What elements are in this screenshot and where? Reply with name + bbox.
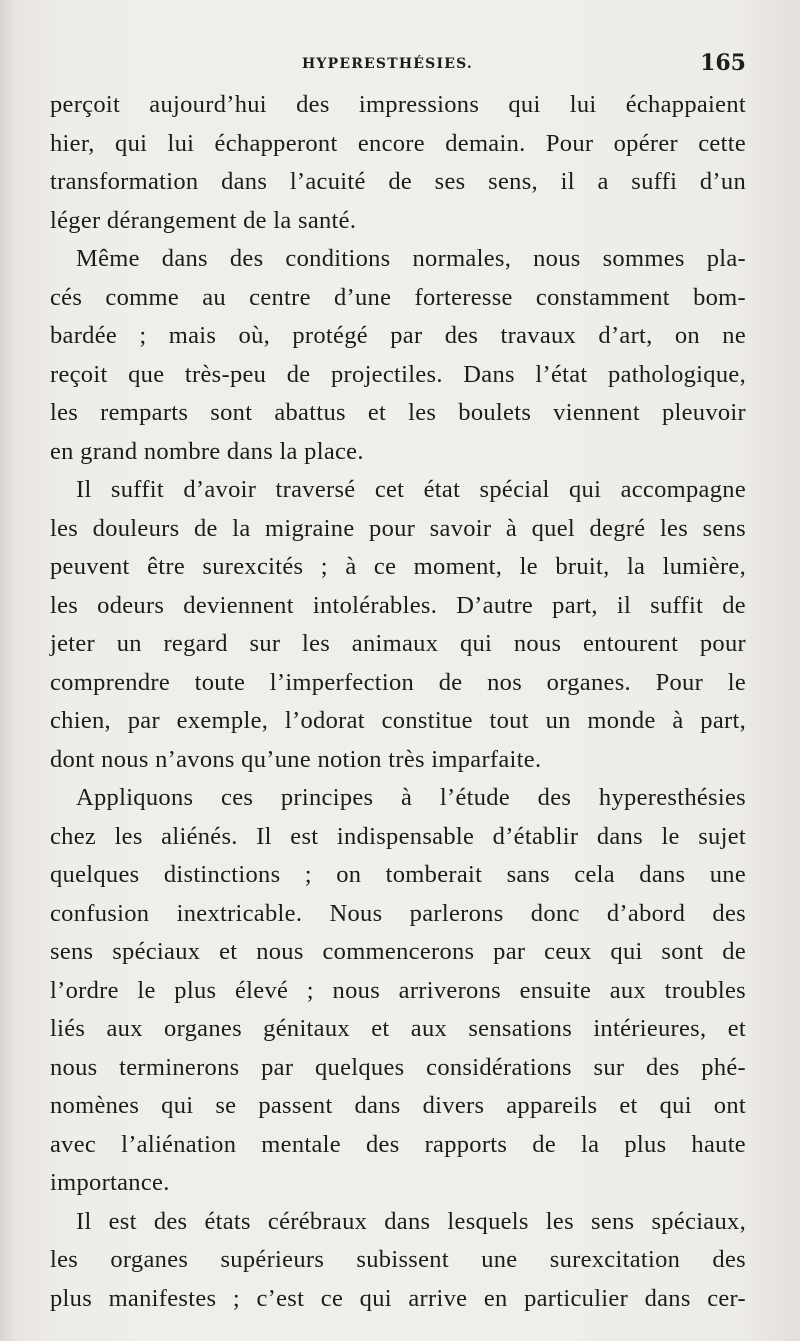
text-line: sens spéciaux et nous commencerons par ceux qui sont de	[50, 938, 746, 965]
text-line: nomènes qui se passent dans divers appareils et qui ont	[50, 1092, 746, 1119]
text-line: importance.	[50, 1169, 170, 1196]
paragraph-first-line: Il suffit d’avoir traversé cet état spécial qui accompagne	[76, 476, 746, 503]
text-line: nous terminerons par quelques considérations sur des phé-	[50, 1053, 746, 1081]
text-line: avec l’aliénation mentale des rapports de la plus haute	[50, 1130, 746, 1158]
text-line: léger dérangement de la santé.	[50, 206, 357, 234]
text-line: quelques distinctions ; on tomberait sans cela dans une	[50, 861, 746, 888]
text-line: reçoit que très-peu de projectiles. Dans l’état pathologique,	[50, 360, 746, 388]
text-line: dont nous n’avons qu’une notion très imparfaite.	[50, 745, 542, 773]
body-text	[50, 86, 746, 1318]
running-head	[50, 50, 746, 80]
text-line: les remparts sont abattus et les boulets viennent pleuvoir	[50, 399, 746, 426]
text-line: chien, par exemple, l’odorat constitue tout un monde à part,	[50, 707, 746, 734]
text-line: transformation dans l’acuité de ses sens, il a suffi d’un	[50, 168, 746, 195]
text-line: comprendre toute l’imperfection de nos organes. Pour le	[50, 668, 746, 696]
text-line: peuvent être surexcités ; à ce moment, le bruit, la lumière,	[50, 553, 746, 580]
text-line: liés aux organes génitaux et aux sensations intérieures, et	[50, 1015, 746, 1042]
text-line: hier, qui lui échapperont encore demain. Pour opérer cette	[50, 129, 746, 157]
text-line: l’ordre le plus élevé ; nous arriverons ensuite aux troubles	[50, 976, 746, 1004]
paragraph-first-line: Même dans des conditions normales, nous sommes pla-	[76, 245, 746, 272]
text-line: cés comme au centre d’une forteresse constamment bom-	[50, 283, 746, 311]
text-line: chez les aliénés. Il est indispensable d’établir dans le sujet	[50, 822, 746, 850]
text-line: jeter un regard sur les animaux qui nous entourent pour	[50, 630, 746, 657]
text-line: confusion inextricable. Nous parlerons donc d’abord des	[50, 899, 746, 927]
text-line: perçoit aujourd’hui des impressions qui lui échappaient	[50, 91, 746, 118]
text-line: en grand nombre dans la place.	[50, 437, 364, 465]
text-line: les odeurs deviennent intolérables. D’autre part, il suffit de	[50, 591, 746, 619]
text-line: plus manifestes ; c’est ce qui arrive en particulier dans cer-	[50, 1284, 746, 1312]
text-line: les organes supérieurs subissent une surexcitation des	[50, 1246, 746, 1273]
page-number: 165	[700, 50, 746, 76]
paragraph-first-line: Appliquons ces principes à l’étude des hyperesthésies	[76, 784, 746, 811]
running-title: HYPERESTHÉSIES.	[302, 56, 473, 72]
text-line: les douleurs de la migraine pour savoir à quel degré les sens	[50, 514, 746, 542]
text-line: bardée ; mais où, protégé par des travaux d’art, on ne	[50, 322, 746, 349]
paragraph-first-line: Il est des états cérébraux dans lesquels les sens spéciaux,	[76, 1207, 746, 1235]
